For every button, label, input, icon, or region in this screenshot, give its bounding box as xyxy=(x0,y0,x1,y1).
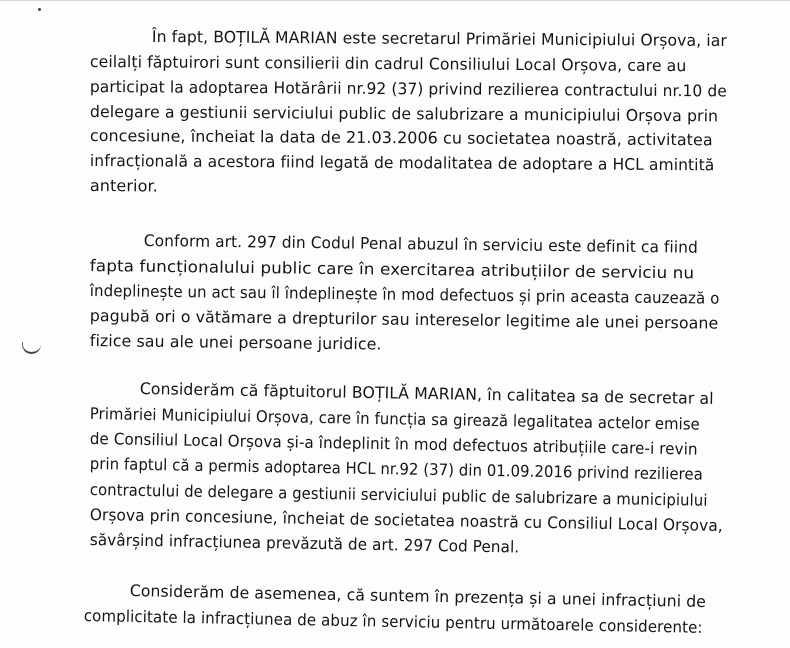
text-line: ceilalți făptuirori sunt consilierii din cadrul Consiliului Local Orșova, care au xyxy=(89,51,687,76)
scan-edge xyxy=(0,0,790,1)
text-line: Conform art. 297 din Codul Penal abuzul în serviciu este definit ca fiind xyxy=(143,230,699,257)
text-line: În fapt, BOȚILĂ MARIAN este secretarul Primăriei Municipiului Orșova, iar xyxy=(151,26,727,51)
text-line: participat la adoptarea Hotărârii nr.92 (37) privind rezilierea contractului nr.10 de xyxy=(89,76,727,101)
text-line: Orșova prin concesiune, încheiat de societatea noastră cu Consiliul Local Orșova, xyxy=(89,504,723,536)
text-line: săvârșind infracțiunea prevăzută de art. 297 Cod Penal. xyxy=(89,529,520,557)
text-line: pagubă ori o vătămare a drepturilor sau intereselor legitime ale unei persoane xyxy=(89,305,719,333)
scan-speck xyxy=(38,8,41,11)
text-line: fapta funcționalului public care în exercitarea atribuțiilor de serviciu nu xyxy=(89,255,695,283)
text-line: complicitate la infracțiunea de abuz în serviciu pentru următoarele considerente: xyxy=(83,605,703,637)
margin-bracket-mark xyxy=(22,342,41,354)
text-line: Primăriei Municipiului Orșova, care în funcția sa girează legalitatea actelor emise xyxy=(89,403,701,434)
text-line: Considerăm că făptuitorul BOȚILĂ MARIAN, în calitatea sa de secretar al xyxy=(139,378,714,409)
text-line: îndeplinește un act sau îl îndeplinește în mod defectuos și prin aceasta cauzează o xyxy=(89,280,720,308)
text-line: concesiune, încheiat la data de 21.03.2006 cu societatea noastră, activitatea xyxy=(89,125,713,150)
text-line: anterior. xyxy=(89,175,158,196)
text-line: de Consiliul Local Orșova și-a îndeplinit în mod defectuos atribuțiile care-i revin xyxy=(89,428,698,459)
text-line: prin faptul că a permis adoptarea HCL nr.92 (37) din 01.09.2016 privind rezilierea xyxy=(89,453,704,484)
text-line: contractului de delegare a gestiunii serviciului public de salubrizare a municipiului xyxy=(89,479,708,510)
text-line: Considerăm de asemenea, că suntem în prezența și a unei infracțiuni de xyxy=(129,580,707,612)
text-line: fizice sau ale unei persoane juridice. xyxy=(89,330,382,354)
text-line: infracțională a acestora fiind legată de modalitatea de adoptare a HCL amintită xyxy=(89,150,715,175)
text-line: delegare a gestiunii serviciului public de salubrizare a municipiului Orșova prin xyxy=(89,101,719,126)
